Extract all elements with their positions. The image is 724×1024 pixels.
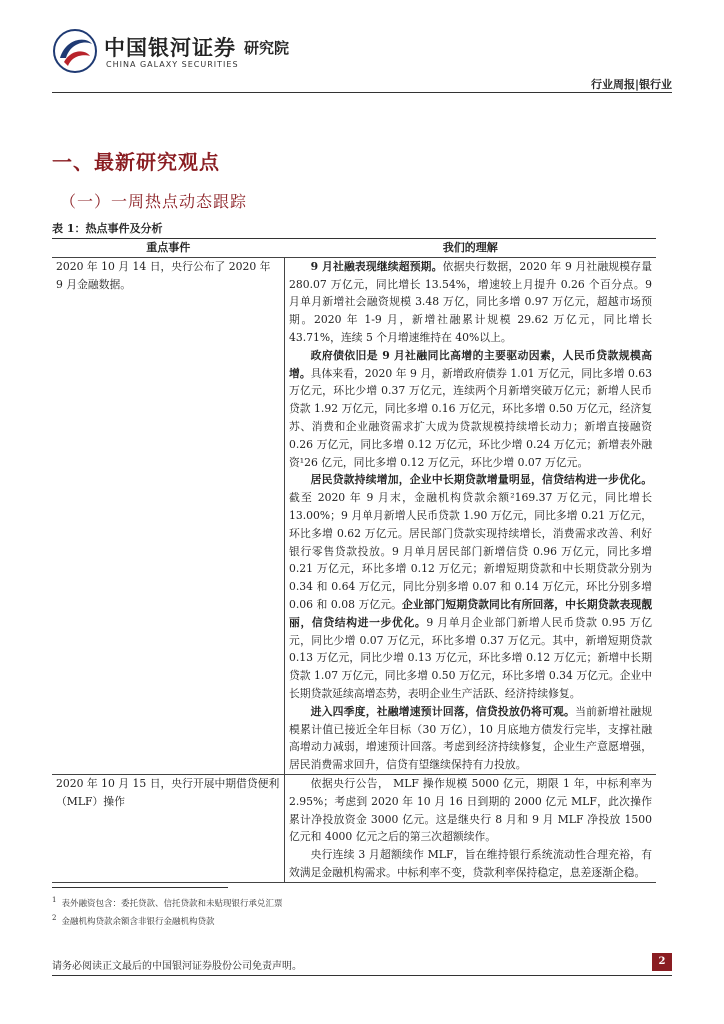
analysis-paragraph [289,846,652,882]
paragraph-text-secondary: 9 月单月企业部门新增人民币贷款 0.95 万亿元，同比少增 0.07 万亿元，环比多增 0.37 万亿元。其中，新增短期贷款 0.13 万亿元，同比少增 0.13 万亿元，环比多增 0.12 万亿元；新增中长期贷款 1.07 万亿元，同比多增 0.50 万亿元，环比多增 0.34 万亿元。企业中长期贷款延续高增态势，表明企业生产活跃、经济持续修复。 [289,615,652,700]
analysis-paragraph [289,703,652,774]
page-number: 2 [652,953,672,971]
column-header-analysis: 我们的理解 [285,239,657,258]
paragraph-lead: 9 月社融表现继续超预期。 [310,259,443,273]
paragraph-text: 央行连续 3 月超额续作 MLF，旨在维持银行系统流动性合理充裕，有效满足金融机构需求。中标利率不变，贷款利率保持稳定，息差逐渐企稳。 [289,848,652,879]
event-cell: 2020 年 10 月 14 日，央行公布了 2020 年 9 月金融数据。 [52,257,285,774]
brand-english: CHINA GALAXY SECURITIES [106,60,239,69]
section-heading: 一、最新研究观点 [52,150,220,174]
table-row [52,774,656,882]
footnote-rule [52,887,228,888]
event-cell: 2020 年 10 月 15 日，央行开展中期借贷便利（MLF）操作 [52,774,285,882]
galaxy-logo-icon [52,28,98,74]
analysis-cell [285,257,657,774]
paragraph-text: 依据央行公告， MLF 操作规模 5000 亿元，期限 1 年，中标利率为 2.95%；考虑到 2020 年 10 月 16 日到期的 2000 亿元 MLF，此次操作累计净投放资金 3000 亿元。这是继央行 8 月和 9 月 MLF 净投放 1500 亿元和 4000 亿元之后的第三次超额续作。 [289,776,652,844]
analysis-paragraph [289,471,652,702]
paragraph-lead: 政府债依旧是 9 月社融同比高增的主要驱动因素，人民币贷款规模高增。 [289,348,652,380]
header-rule [52,92,672,93]
paragraph-text: 截至 2020 年 9 月末，金融机构贷款余额²169.37 万亿元，同比增长 13.00%；9 月单月新增人民币贷款 1.90 万亿元，同比多增 0.21 万亿元，环比多增 0.62 万亿元。居民部门贷款实现持续增长，消费需求改善、利好银行零售贷款投放。9 月单月居民部门新增信贷 0.96 万亿元，同比多增 0.21 万亿元，环比多增 0.12 万亿元；新增短期贷款和中长期贷款分别为 0.34 和 0.64 万亿元，同比分别多增 0.07 和 0.14 万亿元，环比分别多增 0.06 和 0.08 万亿元。 [289,491,652,611]
analysis-paragraph [289,775,652,846]
paragraph-text: 具体来看，2020 年 9 月，新增政府债券 1.01 万亿元，同比多增 0.63 万亿元，环比少增 0.37 万亿元，连续两个月新增突破万亿元；新增人民币贷款 1.92 万亿元，同比多增 0.16 万亿元，环比多增 0.50 万亿元，经济复苏、消费和企业融资需求扩大成为贷款规模持续增长动力；新增直接融资 0.26 万亿元，同比多增 0.12 万亿元，环比少增 0.24 万亿元；新增表外融资¹26 亿元，同比多增 0.12 万亿元，环比少增 0.07 万亿元。 [289,366,652,469]
paragraph-lead-secondary: 企业部门短期贷款同比有所回落，中长期贷款表现靓丽，信贷结构进一步优化。 [289,597,652,629]
report-type: 行业周报|银行业 [590,78,672,91]
paragraph-text: 依据央行数据，2020 年 9 月社融规模存量 280.07 万亿元，同比增长 13.54%，增速较上月提升 0.26 个百分点。9 月单月新增社会融资规模 3.48 万亿，同比多增 0.97 万亿元，超越市场预期。2020 年 1-9 月，新增社融累计规模 29.62 万亿元，同比增长 43.71%，连续 5 个月增速维持在 40%以上。 [289,259,652,344]
footnote-text: 表外融资包含：委托贷款、信托贷款和未贴现银行承兑汇票 [61,898,283,909]
paragraph-lead: 进入四季度，社融增速预计回落，信贷投放仍将可观。 [310,704,576,718]
subsection-heading: （一）一周热点动态跟踪 [60,192,248,211]
footnote [52,914,214,927]
footnote [52,896,282,909]
paragraph-lead: 居民贷款持续增加，企业中长期贷款增量明显，信贷结构进一步优化。 [310,473,652,487]
brand-name: 中国银河证券 [104,36,236,60]
table-row [52,257,656,774]
footnote-text: 金融机构贷款余额含非银行金融机构贷款 [61,916,215,927]
analysis-paragraph [289,258,652,347]
column-header-event: 重点事件 [52,239,285,258]
analysis-cell [285,774,657,882]
analysis-paragraph [289,347,652,472]
footer-rule [52,975,672,976]
footnote-number: 1 [52,896,57,904]
hot-events-table [52,238,656,883]
disclaimer-text: 请务必阅读正文最后的中国银河证券股份公司免责声明。 [52,961,302,972]
brand-subtitle: 研究院 [244,39,290,57]
table-caption: 表 1：热点事件及分析 [52,222,163,235]
paragraph-text: 当前新增社融规模累计值已接近全年目标（30 万亿），10 月底地方债发行完毕，支撑社融高增动力减弱，增速预计回落。考虑到经济持续修复，企业生产意愿增强，居民消费需求回升，信贷有望继续保持有力投放。 [289,704,653,772]
footnote-number: 2 [52,914,57,922]
